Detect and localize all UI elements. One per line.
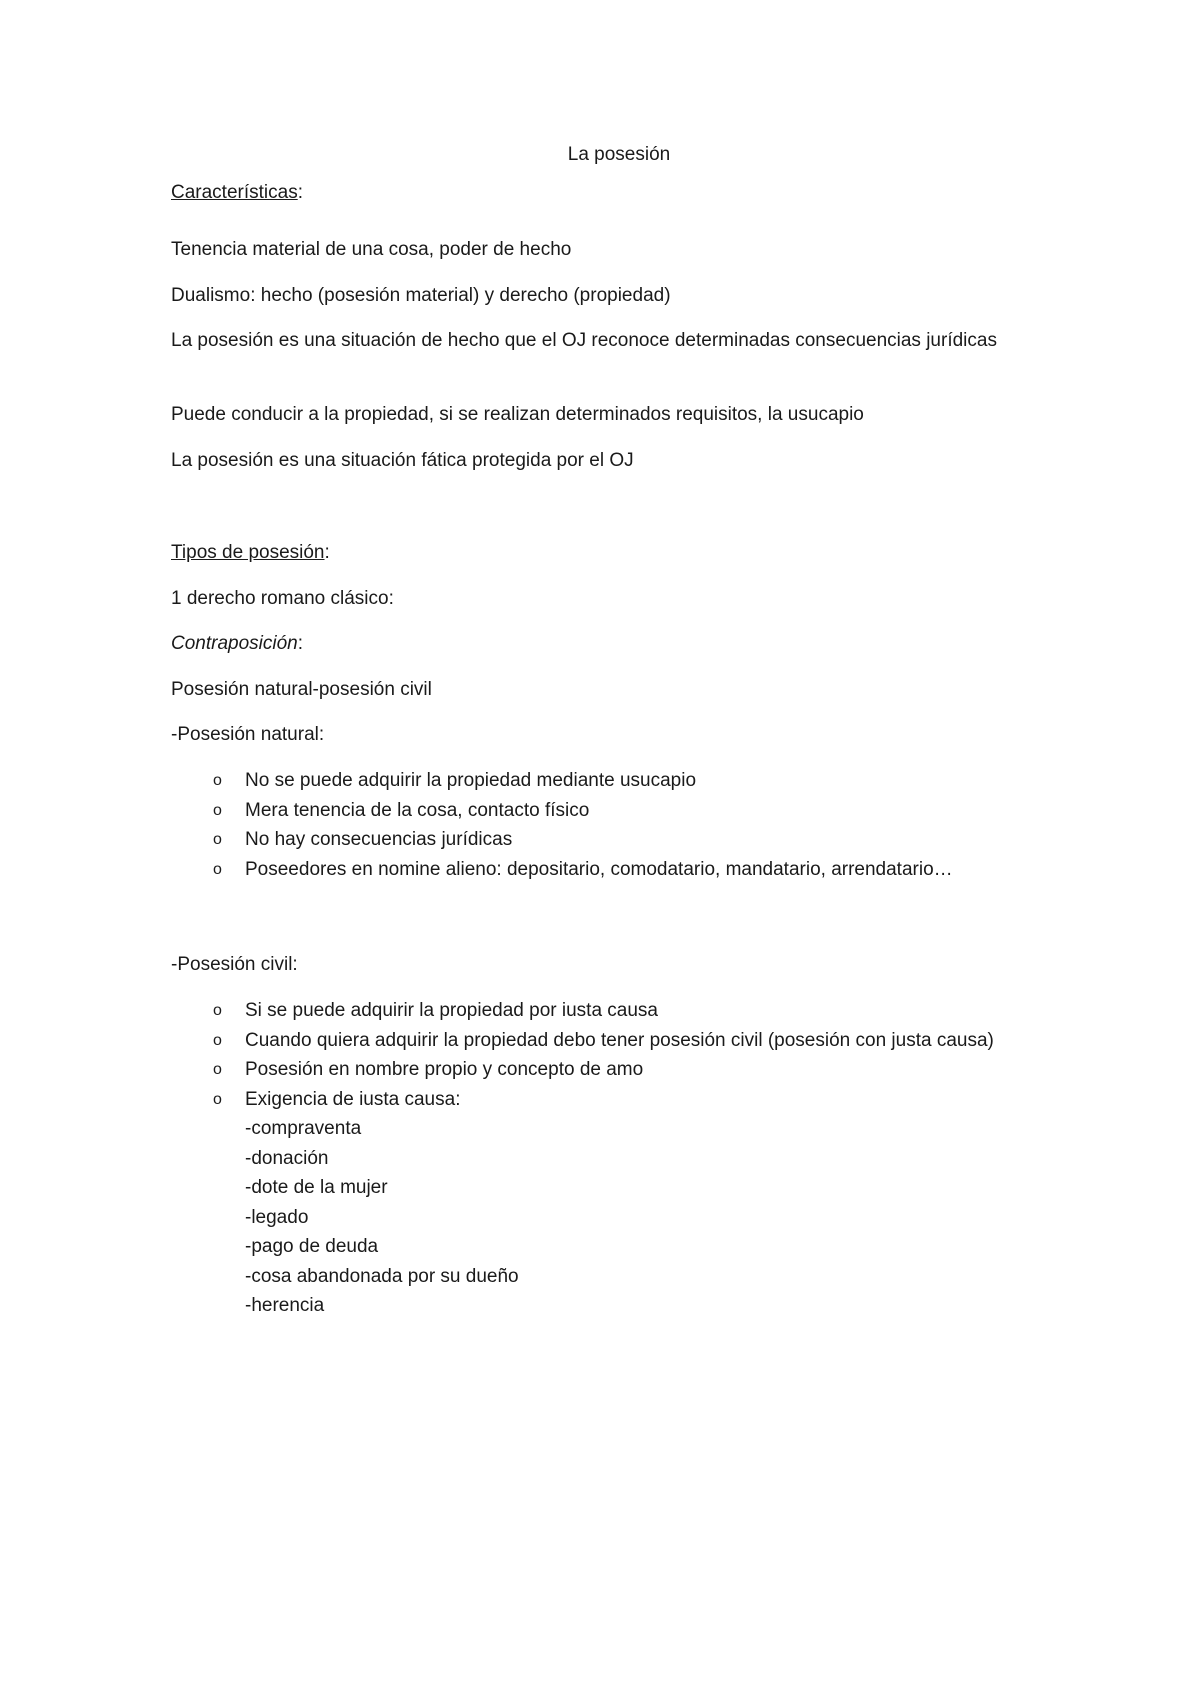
caracteristicas-paragraph: Dualismo: hecho (posesión material) y derecho (propiedad) (171, 285, 671, 306)
posesion-civil-list (171, 996, 1005, 1321)
iusta-causa-item: -pago de deuda (245, 1236, 379, 1257)
iusta-causa-item: -cosa abandonada por su dueño (245, 1265, 519, 1287)
list-item-text: Poseedores en nomine alieno: depositario, comodatario, mandatario, arrendatario… (245, 858, 953, 880)
caracteristicas-paragraph: La posesión es una situación de hecho que el OJ reconoce determinadas consecuencias jurídicas (171, 330, 997, 351)
list-item-text: Si se puede adquirir la propiedad por iusta causa (245, 1000, 658, 1021)
posesion-natural-list (171, 766, 1005, 884)
iusta-causa-item: -compraventa (245, 1118, 362, 1139)
list-item-text: Mera tenencia de la cosa, contacto físico (245, 799, 590, 821)
list-item (171, 855, 1005, 885)
list-item (171, 1026, 1005, 1056)
bullet-icon: o (213, 860, 222, 878)
iusta-causa-item: -herencia (245, 1295, 325, 1316)
bullet-icon: o (213, 772, 222, 789)
caracteristicas-paragraph: Tenencia material de una cosa, poder de hecho (171, 239, 572, 260)
contraposicion-text: Posesión natural-posesión civil (171, 679, 432, 700)
bullet-icon: o (213, 1090, 222, 1108)
tipos-heading (171, 538, 330, 567)
page-title: La posesión (567, 144, 671, 165)
derecho-romano-line: 1 derecho romano clásico: (171, 588, 394, 609)
iusta-causa-item: -donación (245, 1147, 329, 1169)
list-item (171, 796, 1005, 826)
list-item-text: Posesión en nombre propio y concepto de amo (245, 1059, 644, 1080)
bullet-icon: o (213, 1002, 222, 1019)
iusta-causa-item: -legado (245, 1206, 309, 1228)
tipos-heading-colon: : (324, 542, 330, 563)
contraposicion-colon: : (297, 633, 304, 654)
bullet-icon: o (213, 1031, 222, 1049)
contraposicion-label: Contraposición (171, 633, 298, 654)
caracteristicas-heading-colon: : (297, 182, 303, 203)
iusta-causa-item: -dote de la mujer (245, 1177, 388, 1198)
caracteristicas-heading (171, 178, 303, 207)
list-item (171, 1055, 1005, 1085)
bullet-icon: o (213, 801, 222, 819)
list-item-text: No se puede adquirir la propiedad mediante usucapio (245, 770, 697, 791)
caracteristicas-paragraph: La posesión es una situación fática protegida por el OJ (171, 450, 634, 471)
list-item-text: No hay consecuencias jurídicas (245, 829, 513, 850)
list-item (171, 996, 1005, 1026)
list-item-text: Cuando quiera adquirir la propiedad debo tener posesión civil (posesión con justa causa) (245, 1029, 994, 1051)
bullet-icon: o (213, 1061, 222, 1078)
caracteristicas-paragraph: Puede conducir a la propiedad, si se realizan determinados requisitos, la usucapio (171, 404, 864, 425)
caracteristicas-heading-text: Características (171, 182, 298, 203)
bullet-icon: o (213, 831, 222, 848)
list-item (171, 766, 1005, 796)
list-item-text: Exigencia de iusta causa: (245, 1088, 461, 1110)
tipos-heading-text: Tipos de posesión (171, 542, 325, 563)
posesion-civil-heading: -Posesión civil: (171, 954, 298, 975)
list-item (171, 825, 1005, 855)
posesion-natural-heading: -Posesión natural: (171, 724, 325, 745)
contraposicion-heading (171, 629, 303, 658)
list-item (171, 1085, 1005, 1321)
